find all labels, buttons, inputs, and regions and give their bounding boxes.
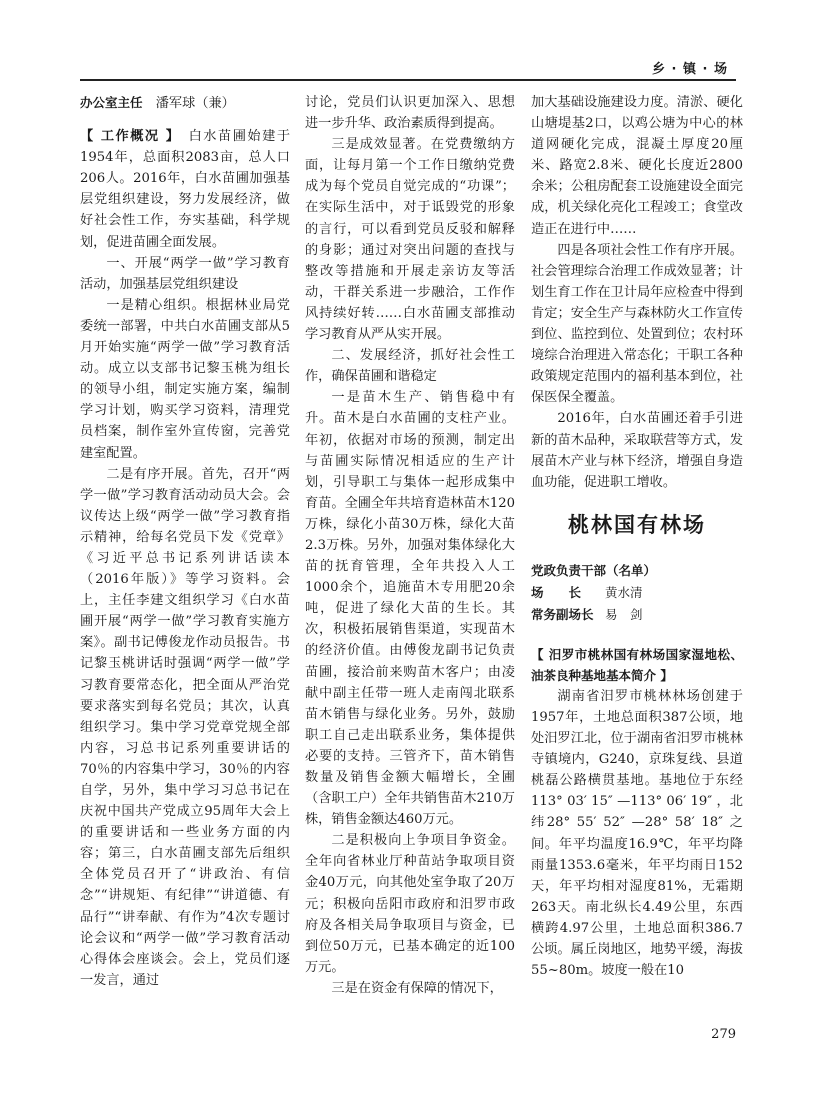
leaders-block xyxy=(531,560,743,626)
paragraph: 三是在资金有保障的情况下， xyxy=(331,980,503,996)
paragraph: 加大基础设施建设力度。清淤、硬化山塘堤基2口，以鸡公塘为中心的林道网硬化完成，混凝土厚度20厘米、路宽2.8米、硬化长度近2800余米；公租房配套工设施建设全面完成，机关绿化亮化工程竣工；食堂改造正在进行中…… xyxy=(531,95,743,237)
leader-name: 易 剑 xyxy=(605,606,643,622)
leader-row xyxy=(531,582,743,604)
overview-paragraph xyxy=(80,126,290,253)
paragraph: 二、发展经济，抓好社会性工作，确保苗圃和谐稳定 xyxy=(305,348,515,385)
overview-text: 白水苗圃始建于1954年，总面积2083亩，总人口206人。2016年，白水苗圃加强基层党组织建设，努力发展经济，做好社会性工作，夯实基础，科学规划，促进苗圃全面发展。 xyxy=(80,129,291,250)
page-number: 279 xyxy=(711,1027,736,1042)
director-line xyxy=(80,92,290,114)
paragraph: 讨论，党员们认识更加深入、思想进一步升华、政治素质得到提高。 xyxy=(305,95,515,132)
overview-label: 【 工作概况 】 xyxy=(80,129,174,145)
paragraph: 三是成效显著。在党费缴纳方面，让每月第一个工作日缴纳党费成为每个党员自觉完成的“功课”；在实际生活中，对于诋毁党的形象的言行，可以看到党员反驳和解释的身影；通过对突出问题的查找与整改等措施和开展走亲访友等活动，干群关系进一步融洽，工作作风持续好转……白水苗圃支部推动学习教育从严从实开展。 xyxy=(305,137,515,343)
column-3 xyxy=(531,92,743,981)
paragraph: 一是精心组织。根据林业局党委统一部署，中共白水苗圃支部从5月开始实施“两学一做”学习教育活动。成立以支部书记黎玉桃为组长的领导小组，制定实施方案，编制学习计划，购买学习资料，清理党员档案，制作室外宣传窗，完善党建室配置。 xyxy=(80,297,290,461)
paragraph: 二是有序开展。首先，召开“两学一做”学习教育活动动员大会。会议传达上级“两学一做”学习教育指示精神，给每名党员下发《党章》《习近平总书记系列讲话读本（2016年版）》等学习资料。会上，主任李建文组织学习《白水苗圃开展“两学一做”学习教育实施方案》。副书记傅俊龙作动员报告。书记黎玉桃讲话时强调“两学一做”学习教育要常态化，把全面从严治党要求落实到每名党员；其次，认真组织学习。集中学习党章党规全部内容，习总书记系列重要讲话的70％的内容集中学习，30％的内容自学，另外，集中学习习总书记在庆祝中国共产党成立95周年大会上的重要讲话和一些业务方面的内容；第三，白水苗圃支部先后组织全体党员召开了“讲政治、有信念”“讲规矩、有纪律”“讲道德、有品行”“讲奉献、有作为”4次专题讨论会议和“两学一做”学习教育活动心得体会座谈会。会上，党员们逐一发言，通过 xyxy=(80,466,290,988)
director-label: 办公室主任 xyxy=(80,95,143,110)
leader-row xyxy=(531,604,743,626)
leader-name: 黄水清 xyxy=(605,584,643,600)
paragraph: 2016年，白水苗圃还着手引进新的苗木品种，采取联营等方式，发展苗木产业与林下经济，增强自身造血功能，促进职工增收。 xyxy=(531,411,743,490)
column-1 xyxy=(80,92,290,991)
header-rule xyxy=(80,79,736,81)
paragraph: 一是苗木生产、销售稳中有升。苗木是白水苗圃的支柱产业。年初，依据对市场的预测，制定出与苗圃实际情况相适应的生产计划，引导职工与集体一起形成集中育苗。全圃全年共培育造林苗木120万株，绿化小苗30万株，绿化大苗2.3万株。另外，加强对集体绿化大苗的抚育管理，全年共投入人工1000余个，追施苗木专用肥20余吨，促进了绿化大苗的生长。其次，积极拓展销售渠道，实现苗木的经济价值。由傅俊龙副书记负责苗圃，接洽前来购苗木客户；由凌献中副主任带一班人走南闯北联系苗木销售与绿化业务。另外，鼓励职工自己走出联系业务，集体提供必要的支持。三管齐下，苗木销售数量及销售金额大幅增长，全圃（含职工户）全年共销售苗木210万株，销售金额达460万元。 xyxy=(305,390,515,828)
intro-heading: 【 汨罗市桃林国有林场国家湿地松、油茶良种基地基本简介 】 xyxy=(531,646,743,683)
column-2 xyxy=(305,92,515,999)
paragraph: 一、开展“两学一做”学习教育活动，加强基层党组织建设 xyxy=(80,255,290,292)
leaders-heading: 党政负责干部（名单） xyxy=(531,562,657,578)
paragraph: 四是各项社会性工作有序开展。社会管理综合治理工作成效显著；计划生育工作在卫计局年应检查中得到肯定；安全生产与森林防火工作宣传到位、监控到位、处置到位；农村环境综合治理进入常态化；干职工各种政策规定范围内的福利基本到位，社保医保全覆盖。 xyxy=(531,242,743,406)
paragraph: 二是积极向上争项目争资金。全年向省林业厅种苗站争取项目资金40万元，向其他处室争取了20万元；积极向岳阳市政府和汨罗市政府及各相关局争取项目与资金，已到位50万元，已基本确定的近100万元。 xyxy=(305,833,515,975)
leader-title: 常务副场长 xyxy=(531,606,594,622)
farm-title: 桃林国有林场 xyxy=(568,512,706,537)
section-label: 乡 · 镇 · 场 xyxy=(652,62,728,77)
paragraph: 湖南省汨罗市桃林林场创建于1957年，土地总面积387公顷，地处汨罗江北，位于湖南省汨罗市桃林寺镇境内，G240，京珠复线、县道桃磊公路横贯基地。基地位于东经113° 03′ 15″ —113° 06′ 19″ ，北纬28° 55′ 52″ —28° 58′ 18″ 之间。年平均温度16.9℃，年平均降雨量1353.6毫米，年平均雨日152天，年平均相对湿度81%，无霜期263天。南北纵长4.49公里，东西横跨4.97公里，土地总面积386.7公顷。属丘岗地区，地势平缓，海拔55~80m。坡度一般在10 xyxy=(531,688,743,979)
leader-title: 场 长 xyxy=(531,584,582,600)
director-name: 潘军球（兼） xyxy=(155,96,235,111)
